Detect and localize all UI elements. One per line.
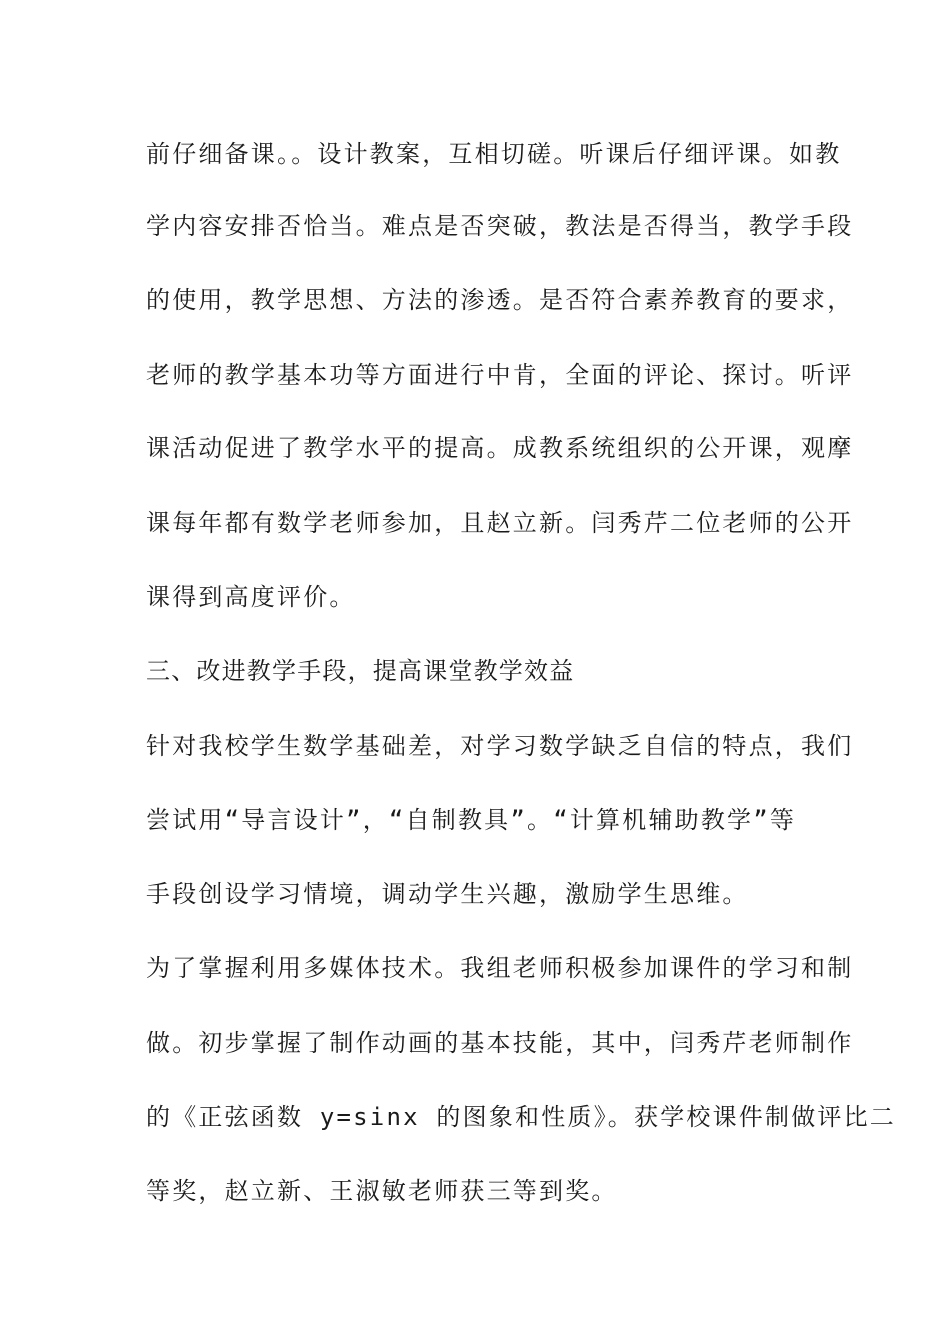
text-line-13: 做。初步掌握了制作动画的基本技能，其中，闫秀芹老师制作 xyxy=(146,1029,854,1057)
text-line-14: 的《正弦函数 y=sinx 的图象和性质》。获学校课件制做评比二 xyxy=(146,1103,896,1131)
text-line-11: 手段创设学习情境，调动学生兴趣，激励学生思维。 xyxy=(146,880,749,908)
text-line-9: 针对我校学生数学基础差，对学习数学缺乏自信的特点，我们 xyxy=(146,732,854,760)
text-line-15: 等奖，赵立新、王淑敏老师获三等到奖。 xyxy=(146,1177,618,1205)
text-line-1: 前仔细备课。。设计教案，互相切磋。听课后仔细评课。如教 xyxy=(146,140,842,168)
text-line-7: 课得到高度评价。 xyxy=(146,583,356,611)
text-line-12: 为了掌握利用多媒体技术。我组老师积极参加课件的学习和制 xyxy=(146,954,854,982)
text-line-5: 课活动促进了教学水平的提高。成教系统组织的公开课，观摩 xyxy=(146,434,854,462)
text-line-10: 尝试用“导言设计”，“自制教具”。“计算机辅助教学”等 xyxy=(146,806,797,834)
text-line-6: 课每年都有数学老师参加，且赵立新。闫秀芹二位老师的公开 xyxy=(146,509,854,537)
text-line-2: 学内容安排否恰当。难点是否突破，教法是否得当，教学手段 xyxy=(146,212,854,240)
text-line-4: 老师的教学基本功等方面进行中肯，全面的评论、探讨。听评 xyxy=(146,361,854,389)
text-line-3: 的使用，教学思想、方法的渗透。是否符合素养教育的要求， xyxy=(146,286,854,314)
section-heading: 三、改进教学手段，提高课堂教学效益 xyxy=(146,657,575,685)
